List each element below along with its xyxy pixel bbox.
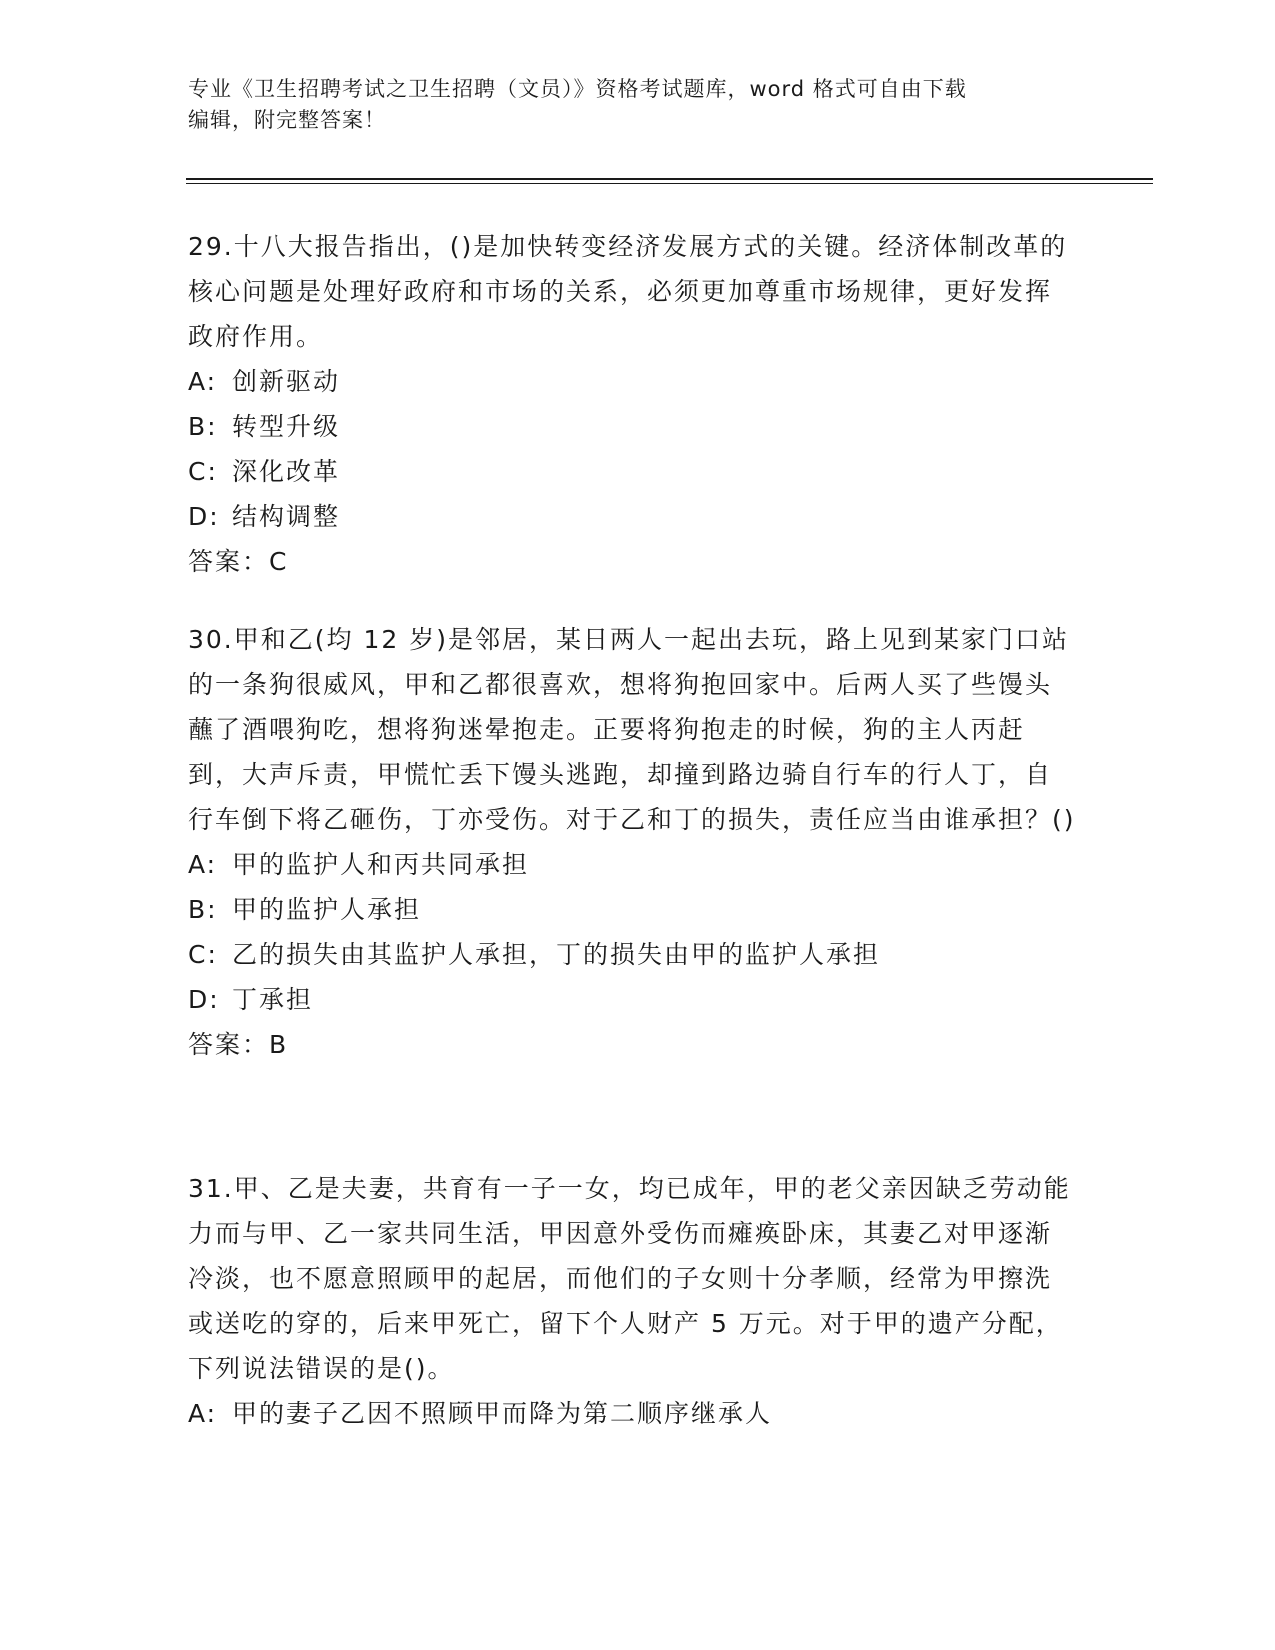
option-c <box>188 932 1078 977</box>
answer: 答案：B <box>188 1030 289 1059</box>
option-letter: A: <box>188 850 218 879</box>
option-d <box>188 977 1078 1022</box>
option-letter: B: <box>188 895 218 924</box>
option-text: 甲的监护人和丙共同承担 <box>232 850 530 879</box>
option-b <box>188 404 1078 449</box>
question-29 <box>188 224 1078 584</box>
question-text: 29.十八大报告指出，()是加快转变经济发展方式的关键。经济体制改革的核心问题是处理好政府和市场的关系，必须更加尊重市场规律，更好发挥政府作用。 <box>188 232 1068 351</box>
option-letter: D: <box>188 985 220 1014</box>
option-text: 甲的妻子乙因不照顾甲而降为第二顺序继承人 <box>232 1399 773 1428</box>
document-header <box>188 74 1068 136</box>
option-text: 结构调整 <box>232 502 341 531</box>
answer: 答案：C <box>188 547 289 576</box>
option-text: 深化改革 <box>232 457 341 486</box>
option-c <box>188 449 1078 494</box>
option-a <box>188 842 1078 887</box>
question-text: 30.甲和乙(均 12 岁)是邻居，某日两人一起出去玩，路上见到某家门口站的一条狗很威风，甲和乙都很喜欢，想将狗抱回家中。后两人买了些馒头蘸了酒喂狗吃，想将狗迷晕抱走。正要将狗抱走的时候，狗的主人丙赶到，大声斥责，甲慌忙丢下馒头逃跑，却撞到路边骑自行车的行人丁，自行车倒下将乙砸伤，丁亦受伤。对于乙和丁的损失，责任应当由谁承担？() <box>188 625 1076 834</box>
header-line-2: 编辑，附完整答案！ <box>188 108 386 132</box>
option-text: 丁承担 <box>232 985 314 1014</box>
option-a <box>188 359 1078 404</box>
option-letter: A: <box>188 367 218 396</box>
question-text: 31.甲、乙是夫妻，共育有一子一女，均已成年，甲的老父亲因缺乏劳动能力而与甲、乙一家共同生活，甲因意外受伤而瘫痪卧床，其妻乙对甲逐渐冷淡，也不愿意照顾甲的起居，而他们的子女则十分孝顺，经常为甲擦洗或送吃的穿的，后来甲死亡，留下个人财产 5 万元。对于甲的遗产分配，下列说法错误的是()。 <box>188 1174 1071 1383</box>
option-text: 甲的监护人承担 <box>232 895 422 924</box>
option-letter: C: <box>188 940 218 969</box>
header-divider-thick <box>186 178 1153 180</box>
option-d <box>188 494 1078 539</box>
option-letter: C: <box>188 457 218 486</box>
option-a <box>188 1391 1078 1436</box>
option-letter: B: <box>188 412 218 441</box>
option-b <box>188 887 1078 932</box>
option-text: 转型升级 <box>232 412 341 441</box>
question-31 <box>188 1166 1078 1436</box>
option-letter: D: <box>188 502 220 531</box>
question-30 <box>188 617 1078 1067</box>
option-text: 乙的损失由其监护人承担，丁的损失由甲的监护人承担 <box>232 940 881 969</box>
option-letter: A: <box>188 1399 218 1428</box>
option-text: 创新驱动 <box>232 367 341 396</box>
header-line-1: 专业《卫生招聘考试之卫生招聘（文员）》资格考试题库，word 格式可自由下载 <box>188 77 967 101</box>
header-divider-thin <box>186 183 1153 184</box>
